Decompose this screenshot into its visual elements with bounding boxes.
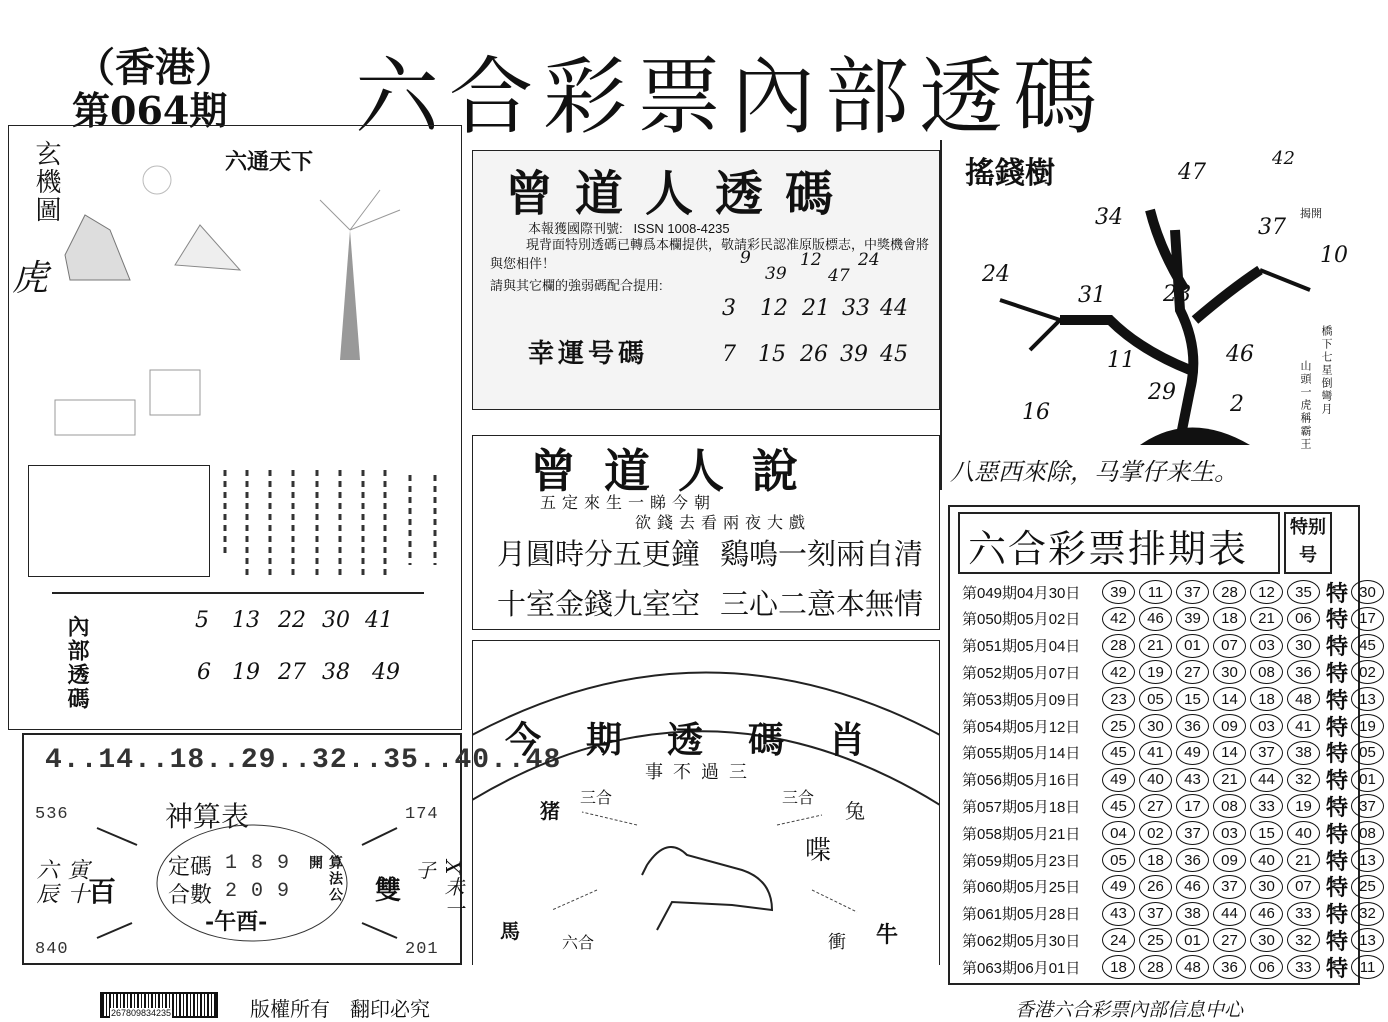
schedule-row (962, 660, 1388, 684)
publisher: 香港六合彩票內部信息中心 (1015, 999, 1244, 1021)
lucky-label: 幸運号碼 (528, 339, 649, 369)
neibu-number: 19 (232, 660, 260, 685)
number-ball: 02 (1139, 821, 1172, 845)
special-number-ball: 13 (1351, 687, 1384, 711)
special-number-ball: 32 (1351, 902, 1384, 926)
shuo-sub1: 五定來生一睇今朝 (540, 493, 717, 512)
tree-number: 24 (982, 262, 1010, 287)
tree-number: 11 (1107, 348, 1135, 373)
jinqi-center: 事不過三 (645, 762, 757, 783)
number-ball: 43 (1102, 902, 1135, 926)
number-ball: 03 (1250, 634, 1283, 658)
poem-line: 鷄鳴一刻兩自清 (720, 537, 924, 571)
number-ball: 18 (1213, 607, 1246, 631)
sanhe-right: 三合 (782, 788, 815, 807)
number-ball: 32 (1287, 928, 1320, 952)
number-ball: 11 (1139, 580, 1172, 604)
ding-label: 定碼 (168, 855, 213, 880)
jinqi-char (505, 712, 910, 763)
number-ball: 46 (1176, 875, 1209, 899)
number-ball: 05 (1139, 687, 1172, 711)
lucky-number: 45 (880, 342, 908, 367)
inset-text-columns (215, 465, 460, 580)
number-ball: 27 (1213, 928, 1246, 952)
jinqi-title: 今期透碼肖 (505, 719, 911, 761)
jinqi-die: 喋 (805, 836, 832, 866)
neibu-title: 內部透碼 (64, 615, 90, 711)
number-ball: 49 (1176, 741, 1209, 765)
schedule-row (962, 955, 1388, 979)
draw-label: 第060期05月25日 (962, 879, 1081, 897)
zodiac-pig: 猪 (540, 799, 560, 823)
tree-number: 42 (1272, 148, 1295, 169)
special-mark: 特 (1326, 580, 1349, 606)
number-ball: 42 (1102, 660, 1135, 684)
special-mark: 特 (1326, 848, 1349, 874)
lucky-number: 26 (800, 342, 828, 367)
region-label: （香港） (75, 44, 235, 91)
schedule-row (962, 875, 1388, 899)
draw-label: 第049期04月30日 (962, 584, 1081, 602)
number-ball: 49 (1102, 875, 1135, 899)
hand-number: 9 (740, 248, 751, 268)
tree-verse: 橋下七星倒彎月 (1320, 325, 1333, 416)
neibu-number: 13 (232, 608, 260, 633)
number-ball: 48 (1176, 955, 1209, 979)
special-number-ball: 13 (1351, 848, 1384, 872)
special-mark: 特 (1326, 714, 1349, 740)
number-ball: 45 (1102, 741, 1135, 765)
special-mark: 特 (1326, 821, 1349, 847)
special-mark: 特 (1326, 875, 1349, 901)
lucky-number: 21 (802, 296, 830, 321)
shensuan-bottom: -午酉- (205, 909, 268, 935)
special-mark: 特 (1326, 687, 1349, 713)
heshu-label: 合數 (168, 883, 213, 908)
schedule-row (962, 794, 1388, 818)
tree-verse-bottom: 八惡西來除，马掌仔来生。 (950, 458, 1238, 486)
issn-line: 本報獲國際刊號: ISSN 1008-4235 (528, 221, 730, 236)
number-ball: 41 (1287, 714, 1320, 738)
number-ball: 25 (1102, 714, 1135, 738)
number-ball: 37 (1250, 741, 1283, 765)
number-ball: 45 (1102, 794, 1135, 818)
lucky-number: 39 (840, 342, 868, 367)
number-ball: 15 (1250, 821, 1283, 845)
special-mark: 特 (1326, 955, 1349, 981)
number-ball: 37 (1139, 902, 1172, 926)
heshu-value: 2 0 9 (225, 880, 291, 903)
number-ball: 39 (1102, 580, 1135, 604)
draw-label: 第058期05月21日 (962, 825, 1081, 843)
copyright: 版權所有 翻印必究 (250, 997, 430, 1021)
special-mark: 特 (1326, 768, 1349, 794)
shensuan-top-left: 536 (35, 805, 69, 824)
number-ball: 44 (1213, 902, 1246, 926)
number-ball: 44 (1250, 768, 1283, 792)
special-mark: 特 (1326, 902, 1349, 928)
number-ball: 21 (1287, 848, 1320, 872)
shuo-sub2: 欲錢去看兩夜大戲 (635, 513, 812, 532)
number-ball: 28 (1139, 955, 1172, 979)
special-number-ball: 45 (1351, 634, 1384, 658)
draw-label: 第055期05月14日 (962, 745, 1081, 763)
method-label: 算法公開 (307, 855, 343, 903)
schedule-row (962, 741, 1388, 765)
tree-number: 46 (1226, 342, 1254, 367)
number-ball: 12 (1250, 580, 1283, 604)
tree-number: 47 (1178, 160, 1206, 185)
zengdao-touma-title: 曾道人透碼 (505, 166, 856, 222)
draw-label: 第056期05月16日 (962, 772, 1081, 790)
number-ball: 28 (1102, 634, 1135, 658)
tree-number: 34 (1095, 205, 1123, 230)
schedule-row (962, 768, 1388, 792)
special-mark: 特 (1326, 794, 1349, 820)
special-mark: 特 (1326, 634, 1349, 660)
poem-line: 十室金錢九室空 (497, 587, 701, 621)
draw-label: 第057期05月18日 (962, 798, 1081, 816)
special-header: 特别号 (1290, 517, 1326, 566)
zodiac-ox: 牛 (876, 922, 899, 948)
number-ball: 30 (1250, 875, 1283, 899)
number-ball: 38 (1176, 902, 1209, 926)
lucky-number: 15 (758, 342, 786, 367)
neibu-number: 27 (278, 660, 306, 685)
tree-number: 37 (1258, 215, 1286, 240)
number-ball: 06 (1287, 607, 1320, 631)
tree-number: 16 (1022, 400, 1050, 425)
number-ball: 39 (1176, 607, 1209, 631)
schedule-row (962, 848, 1388, 872)
number-ball: 27 (1176, 660, 1209, 684)
zengdao-shuo-title: 曾道人說 (530, 444, 826, 498)
number-ball: 08 (1250, 660, 1283, 684)
number-ball: 37 (1213, 875, 1246, 899)
number-ball: 09 (1213, 714, 1246, 738)
hand-number: 47 (828, 266, 850, 286)
number-ball: 08 (1213, 794, 1246, 818)
draw-label: 第052期05月07日 (962, 664, 1081, 682)
number-ball: 03 (1213, 821, 1246, 845)
number-ball: 40 (1287, 821, 1320, 845)
number-ball: 46 (1139, 607, 1172, 631)
issue-number: 第064期 (72, 88, 228, 133)
shensuan-bottom-right: 201 (405, 940, 439, 959)
special-number-ball: 08 (1351, 821, 1384, 845)
draw-label: 第061期05月28日 (962, 906, 1081, 924)
tree-verse: 山頭一虎稱霸王 (1299, 360, 1312, 451)
number-ball: 24 (1102, 928, 1135, 952)
number-ball: 41 (1139, 741, 1172, 765)
shensuan-bottom-left: 840 (35, 940, 69, 959)
divider (52, 592, 424, 594)
neibu-number: 5 (195, 608, 209, 633)
tree-number: 29 (1148, 380, 1176, 405)
special-number-ball: 13 (1351, 928, 1384, 952)
number-ball: 14 (1213, 687, 1246, 711)
number-ball: 01 (1176, 634, 1209, 658)
number-ball: 23 (1102, 687, 1135, 711)
liuhe-label: 六合 (562, 933, 595, 952)
number-ball: 21 (1213, 768, 1246, 792)
ding-value: 1 8 9 (225, 852, 291, 875)
number-ball: 19 (1287, 794, 1320, 818)
number-ball: 21 (1250, 607, 1283, 631)
schedule-row (962, 607, 1388, 631)
special-mark: 特 (1326, 660, 1349, 686)
number-ball: 33 (1287, 902, 1320, 926)
special-number-ball: 19 (1351, 714, 1384, 738)
neibu-number: 38 (322, 660, 350, 685)
special-number-ball: 02 (1351, 660, 1384, 684)
number-ball: 43 (1176, 768, 1209, 792)
number-ball: 46 (1250, 902, 1283, 926)
schedule-row (962, 714, 1388, 738)
draw-label: 第063期06月01日 (962, 959, 1081, 977)
number-ball: 36 (1287, 660, 1320, 684)
hand-number: 39 (765, 264, 787, 284)
number-ball: 04 (1102, 821, 1135, 845)
number-ball: 17 (1176, 794, 1209, 818)
lucky-number: 33 (842, 296, 870, 321)
number-ball: 36 (1213, 955, 1246, 979)
shensuan-right-char: 雙 (375, 876, 402, 906)
special-number-ball: 05 (1351, 741, 1384, 765)
hint-line: 請與其它欄的強弱碼配合提用: (490, 278, 663, 293)
number-ball: 14 (1213, 741, 1246, 765)
lucky-number: 44 (880, 296, 908, 321)
special-number-ball: 17 (1351, 607, 1384, 631)
number-ball: 19 (1139, 660, 1172, 684)
number-ball: 42 (1102, 607, 1135, 631)
poem-line: 三心二意本無情 (720, 587, 924, 621)
tree-number: 2 (1230, 392, 1244, 417)
draw-label: 第059期05月23日 (962, 852, 1081, 870)
number-ball: 40 (1250, 848, 1283, 872)
number-ball: 21 (1139, 634, 1172, 658)
number-ball: 15 (1176, 687, 1209, 711)
number-ball: 49 (1102, 768, 1135, 792)
schedule-row (962, 687, 1388, 711)
special-number-ball: 37 (1351, 794, 1384, 818)
shensuan-left-char: 百 (88, 875, 117, 908)
number-ball: 37 (1176, 580, 1209, 604)
sanhe-left: 三合 (580, 788, 613, 807)
number-ball: 30 (1250, 928, 1283, 952)
draw-label: 第054期05月12日 (962, 718, 1081, 736)
number-ball: 18 (1139, 848, 1172, 872)
xuanji-title: 玄機圖 (31, 140, 61, 224)
number-ball: 18 (1250, 687, 1283, 711)
shensuan-top-right: 174 (405, 805, 439, 824)
schedule-row (962, 902, 1388, 926)
number-ball: 33 (1287, 955, 1320, 979)
neibu-number: 22 (278, 608, 306, 633)
number-ball: 01 (1176, 928, 1209, 952)
neibu-number: 30 (322, 608, 350, 633)
special-number-ball: 11 (1351, 955, 1384, 979)
tree-title: 搖錢樹 (965, 156, 1055, 191)
number-ball: 35 (1287, 580, 1320, 604)
tree-number: 10 (1320, 243, 1348, 268)
draw-label: 第050期05月02日 (962, 611, 1081, 629)
number-ball: 07 (1287, 875, 1320, 899)
shensuan-title: 神算表 (165, 800, 250, 833)
number-ball: 03 (1250, 714, 1283, 738)
shensuan-right-note: X未一子 (412, 860, 465, 921)
tree-number: 28 (1163, 282, 1191, 307)
lucky-number: 7 (722, 342, 736, 367)
draw-label: 第053期05月09日 (962, 691, 1081, 709)
special-mark: 特 (1326, 607, 1349, 633)
schedule-row (962, 580, 1388, 604)
special-number-ball: 30 (1351, 580, 1384, 604)
neibu-number: 41 (365, 608, 393, 633)
schedule-row (962, 928, 1388, 952)
number-ball: 36 (1176, 714, 1209, 738)
zodiac-rabbit: 兔 (845, 799, 865, 823)
xuanji-illustration (50, 160, 460, 450)
special-mark: 特 (1326, 928, 1349, 954)
hand-number: 24 (858, 250, 880, 270)
page-title: 六合彩票內部透碼 (355, 48, 1108, 146)
number-ball: 37 (1176, 821, 1209, 845)
lucky-number: 12 (760, 296, 788, 321)
money-tree-illustration (960, 170, 1320, 450)
number-ball: 32 (1287, 768, 1320, 792)
number-ball: 25 (1139, 928, 1172, 952)
number-ball: 26 (1139, 875, 1172, 899)
notice-line: 現背面特別透碼已轉爲本欄提供，敬請彩民認准原版標志，中獎機會將與您相伴！ (490, 237, 930, 271)
schedule-row (962, 634, 1388, 658)
special-number-ball: 25 (1351, 875, 1384, 899)
neibu-number: 49 (372, 660, 400, 685)
number-ball: 18 (1102, 955, 1135, 979)
special-mark: 特 (1326, 741, 1349, 767)
picture-title: 六通天下 (225, 149, 314, 175)
poem-line: 月圓時分五更鐘 (497, 537, 701, 571)
number-ball: 36 (1176, 848, 1209, 872)
xuanji-hint: 虎 (12, 258, 49, 299)
number-ball: 09 (1213, 848, 1246, 872)
draw-label: 第051期05月04日 (962, 638, 1081, 656)
shensuan-left-note: 寅十六辰 (33, 858, 89, 906)
hand-number: 12 (800, 250, 822, 270)
number-ball: 30 (1213, 660, 1246, 684)
chong-label: 衝 (828, 932, 846, 953)
special-number-ball: 01 (1351, 768, 1384, 792)
schedule-row (962, 821, 1388, 845)
number-ball: 48 (1287, 687, 1320, 711)
lucky-number: 3 (722, 296, 736, 321)
tree-number: 31 (1078, 283, 1106, 308)
number-ball: 30 (1139, 714, 1172, 738)
draw-label: 第062期05月30日 (962, 932, 1081, 950)
shensuan-numbers: 4..14..18..29..32..35..40..48 (45, 745, 562, 776)
number-ball: 33 (1250, 794, 1283, 818)
neibu-number: 6 (197, 660, 211, 685)
number-ball: 28 (1213, 580, 1246, 604)
number-ball: 38 (1287, 741, 1320, 765)
tree-open-label: 揭開 (1300, 207, 1322, 220)
number-ball: 06 (1250, 955, 1283, 979)
number-ball: 05 (1102, 848, 1135, 872)
number-ball: 27 (1139, 794, 1172, 818)
barcode-number: 267809834235 (111, 1008, 172, 1018)
schedule-title: 六合彩票排期表 (968, 527, 1249, 571)
zodiac-horse: 馬 (500, 919, 520, 943)
number-ball: 40 (1139, 768, 1172, 792)
inset-picture (28, 465, 210, 577)
number-ball: 30 (1287, 634, 1320, 658)
number-ball: 07 (1213, 634, 1246, 658)
